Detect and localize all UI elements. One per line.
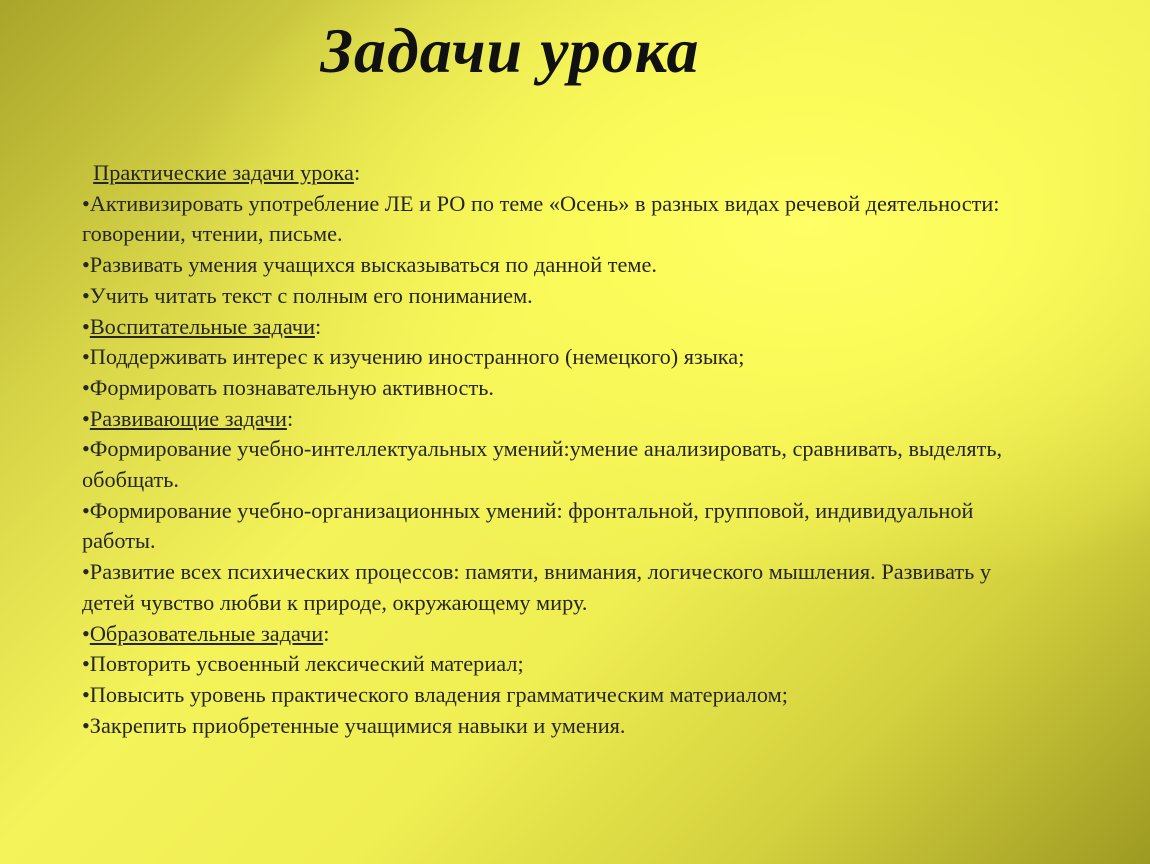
section-developmental [82,404,1146,435]
heading-colon: : [323,620,330,646]
bullet: • [82,405,90,431]
bullet: • [82,620,90,646]
section-practical [82,158,1146,189]
list-item: •Повысить уровень практического владения грамматическим материалом; [82,681,788,707]
heading-colon: : [286,405,294,431]
list-item-continuation: обобщать. [82,467,179,493]
list-item-continuation: работы. [82,528,156,554]
slide-body [82,158,1146,741]
section-heading: Воспитательные задачи [89,313,316,339]
list-item: •Учить читать текст с полным его пониманием. [82,282,533,308]
section-heading: Образовательные задачи [89,620,324,646]
section-academic [82,619,1146,650]
list-item-continuation: детей чувство любви к природе, окружающему миру. [82,589,588,615]
heading-colon: : [353,160,361,185]
list-item: •Развивать умения учащихся высказываться по данной теме. [82,252,657,278]
bullet: • [82,313,90,339]
section-heading: Практические задачи урока [93,160,354,185]
bullet [82,160,93,185]
list-item: •Активизировать употребление ЛЕ и РО по теме «Осень» в разных видах речевой деятельности: [82,190,1000,216]
list-item: •Поддерживать интерес к изучению иностранного (немецкого) языка; [82,344,745,370]
list-item: •Развитие всех психических процессов: памяти, внимания, логического мышления. Развивать у [82,559,992,585]
slide-title: Задачи урока [320,15,700,86]
list-item: •Закрепить приобретенные учащимися навыки и умения. [82,712,626,738]
list-item: •Формировать познавательную активность. [82,374,494,400]
section-heading: Развивающие задачи [89,405,287,431]
list-item: •Формирование учебно-интеллектуальных умений:умение анализировать, сравнивать, выделять, [82,436,1003,462]
list-item-continuation: говорении, чтении, письме. [82,221,343,247]
heading-colon: : [315,313,322,339]
section-educational [82,312,1146,343]
list-item: •Повторить усвоенный лексический материал; [82,651,524,677]
list-item: •Формирование учебно-организационных умений: фронтальной, групповой, индивидуальной [82,497,974,523]
